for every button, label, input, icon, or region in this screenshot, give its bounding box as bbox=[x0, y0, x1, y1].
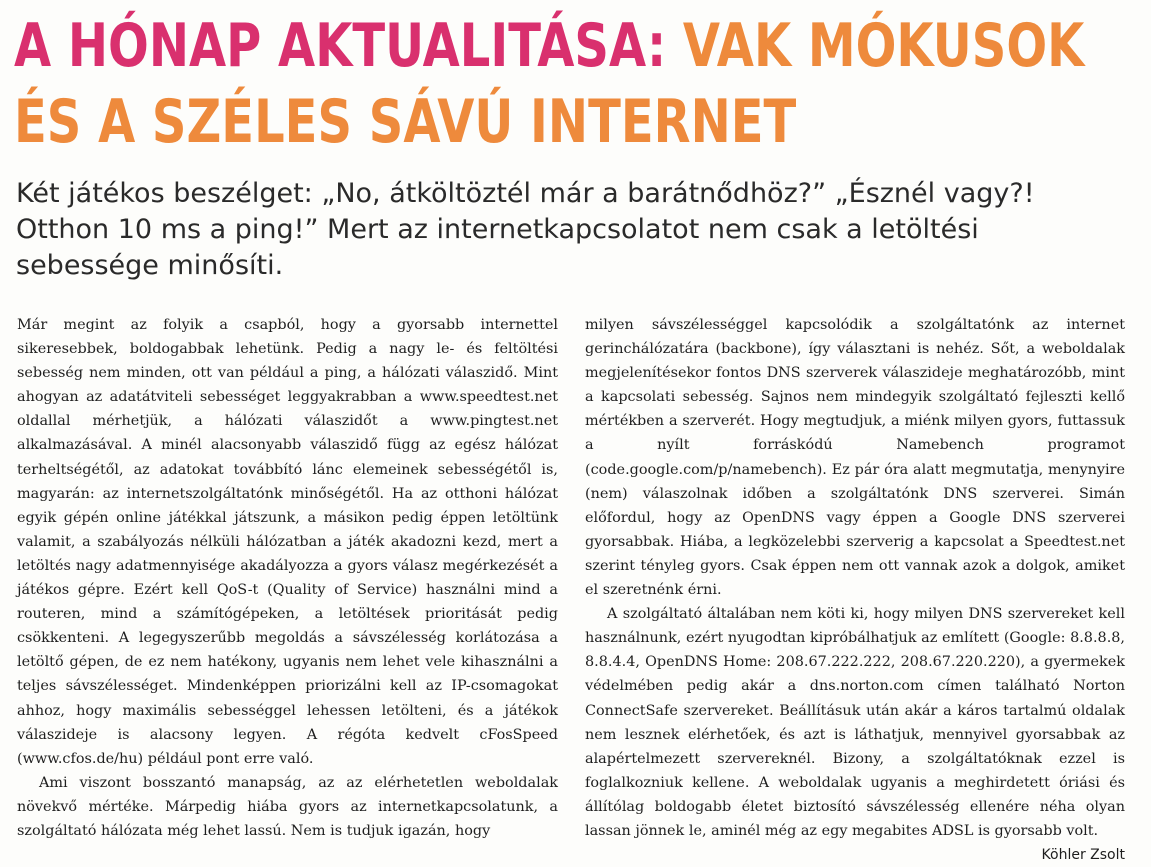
paragraph: Ami viszont bosszantó manapság, az az elérhetetlen weboldalak növekvő mértéke. Márpedig hiába gyors az internetkapcsolatunk, a szolgáltató hálózata még lehet lassú. Nem is tudjuk igazán, hogy bbox=[17, 774, 558, 839]
headline-line-1 bbox=[14, 8, 1085, 84]
author-byline: Köhler Zsolt bbox=[1041, 847, 1125, 864]
paragraph: Már megint az folyik a csapból, hogy a gyorsabb internettel sikeresebbek, boldogabbak lehetünk. Pedig a nagy le- és feltöltési sebesség nem minden, ott van például a ping, a hálózati válaszidő. Mint ahogyan az adatátviteli sebességet leggyakrabban a www.speedtest.net oldallal mérhetjük, a hálózati válaszidőt a www.pingtest.net alkalmazásával. A minél alacsonyabb válaszidő függ az egész hálózat terheltségétől, az adatokat továbbító lánc elemeinek sebességétől is, magyarán: az internetszolgáltatónk minőségétől. Ha az otthoni hálózat egyik gépén online játékkal játszunk, a másikon pedig éppen letöltünk valamit, a szabályozás nélküli hálózatban a játék akadozni kezd, mert a letöltés nagy adatmennyisége akadályozza a gyors válasz megérkezését a játékos gépre. Ezért kell QoS-t (Quality of Service) használni mind a routeren, mind a számítógépeken, a letöltések prioritását pedig csökkenteni. A legegyszerűbb megoldás a sávszélesség korlátozása a letöltő gépen, de ez nem hatékony, ugyanis nem lehet vele kihasználni a teljes sávszélességet. Mindenképpen priorizálni kell az IP-csomagokat ahhoz, hogy maximális sebességgel lehessen letölteni, és a játékok válaszideje is alacsony legyen. A régóta kedvelt cFosSpeed (www.cfos.de/hu) például pont erre való. bbox=[17, 317, 558, 767]
paragraph-text: A szolgáltató általában nem köti ki, hogy milyen DNS szervereket kell használnunk, ezért nyugodtan kipróbálhatjuk az említett (Google: 8.8.8.8, 8.8.4.4, OpenDNS Home: 208.67.222.222, 208.67.220.220), a gyermekek védelmében pedig akár a dns.norton.com címen található Norton ConnectSafe szervereket. Beállításuk után akár a káros tartalmú oldalak nem lesznek elérhetőek, és azt is láthatjuk, mennyivel gyorsabbak az alapértelmezett szervereknél. Bizony, a szolgáltatóknak ezzel is foglalkozniuk kellene. A weboldalak ugyanis a meghirdetett óriási és állítólag boldogabb életet biztosító sávszélesség ellenére néha olyan lassan jönnek le, aminél még az egy megabites ADSL is gyorsabb volt. bbox=[585, 606, 1125, 839]
headline-part-orange: VAK MÓKUSOK bbox=[682, 11, 1085, 81]
body-column-right bbox=[585, 313, 1125, 867]
headline-part-pink: A HÓNAP AKTUALITÁSA: bbox=[14, 11, 667, 81]
body-column-left bbox=[17, 313, 558, 843]
article-headline bbox=[14, 8, 1085, 160]
headline-line-2: ÉS A SZÉLES SÁVÚ INTERNET bbox=[14, 87, 797, 157]
paragraph: milyen sávszélességgel kapcsolódik a szolgáltatónk az internet gerinchálózatára (backbone), így választani is nehéz. Sőt, a weboldalak megjelenítésekor fontos DNS szerverek válaszideje meghatározóbb, mint a kapcsolati sebesség. Sajnos nem mindegyik szolgáltató fejleszti kellő mértékben a szerverét. Hogy megtudjuk, a miénk milyen gyors, futtassuk a nyílt forráskódú Namebench programot (code.google.com/p/namebench). Ez pár óra alatt megmutatja, menynyire (nem) válaszolnak időben a szolgáltatónk DNS szerverei. Simán előfordul, hogy az OpenDNS vagy éppen a Google DNS szerverei gyorsabbak. Hiába, a legközelebbi szerverig a kapcsolat a Speedtest.net szerint tényleg gyors. Csak éppen nem ott vannak azok a dolgok, amiket el szeretnénk érni. bbox=[585, 317, 1125, 599]
paragraph-with-author bbox=[585, 602, 1125, 864]
article-lead: Két játékos beszélget: „No, átköltöztél már a barátnődhöz?” „Észnél vagy?! Otthon 10 ms a ping!” Mert az internetkapcsolatot nem csak a letöltési sebessége minősíti. bbox=[16, 178, 1035, 281]
